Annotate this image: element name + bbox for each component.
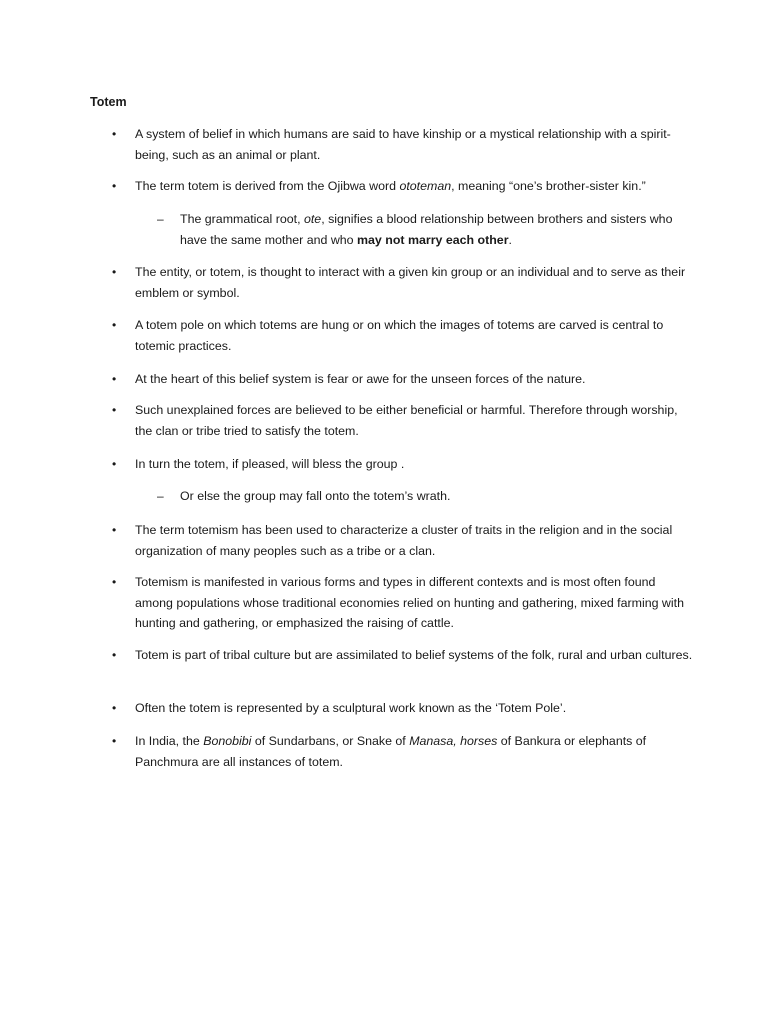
- list-item-text: [135, 731, 695, 772]
- text-run: The grammatical root,: [180, 212, 304, 226]
- bullet-marker: •: [112, 575, 117, 589]
- list-item-text: [135, 454, 695, 475]
- list-item-text: [180, 486, 680, 507]
- list-item-text: [135, 572, 695, 634]
- list-item-text: [135, 124, 695, 165]
- italic-text: Bonobibi: [203, 734, 252, 748]
- text-run: .: [508, 232, 512, 247]
- bullet-marker: •: [112, 372, 117, 386]
- text-run: A totem pole on which totems are hung or on which the images of totems are carved is central to totemic practices.: [135, 318, 664, 353]
- dash-marker: –: [157, 489, 164, 503]
- text-run: of Sundarbans, or Snake of: [251, 734, 410, 748]
- bullet-marker: •: [112, 523, 117, 537]
- bullet-marker: •: [112, 701, 117, 715]
- list-item-text: [135, 262, 695, 303]
- italic-text: ote: [303, 212, 322, 226]
- bullet-marker: •: [112, 318, 117, 332]
- bold-text: may not marry each other: [357, 232, 509, 247]
- text-run: Or else the group may fall onto the totem’s wrath.: [180, 489, 451, 503]
- list-item-text: [135, 176, 695, 197]
- bullet-marker: •: [112, 179, 117, 193]
- bullet-marker: •: [112, 457, 117, 471]
- list-item-text: [135, 400, 695, 441]
- bullet-marker: •: [112, 648, 117, 662]
- text-run: In turn the totem, if pleased, will bless the group .: [135, 457, 405, 471]
- bullet-marker: •: [112, 734, 117, 748]
- text-run: In India, the: [135, 734, 204, 748]
- text-run: At the heart of this belief system is fear or awe for the unseen forces of the nature.: [135, 372, 586, 386]
- text-run: Such unexplained forces are believed to be either beneficial or harmful. Therefore through worship, the clan or tribe tried to satisfy the totem.: [135, 403, 678, 438]
- text-run: The term totemism has been used to characterize a cluster of traits in the religion and in the social organization of many peoples such as a tribe or a clan.: [135, 523, 673, 558]
- list-item-text: [135, 369, 695, 390]
- italic-text: ototeman: [399, 179, 452, 193]
- list-item-text: [135, 520, 695, 561]
- text-run: , meaning “one’s brother-sister kin.”: [451, 179, 646, 193]
- text-run: , signifies a blood relationship between brothers and sisters who have the same mother and who: [180, 212, 673, 247]
- bullet-marker: •: [112, 127, 117, 141]
- bullet-marker: •: [112, 403, 117, 417]
- list-item-text: [135, 698, 695, 719]
- italic-text: Manasa, horses: [409, 734, 498, 748]
- text-run: The term totem is derived from the Ojibwa word: [135, 179, 400, 193]
- document-title: Totem: [90, 95, 127, 109]
- list-item-text: [135, 315, 695, 356]
- list-item-text: [180, 209, 680, 250]
- text-run: Totemism is manifested in various forms and types in different contexts and is most often found among populations whose traditional economies relied on hunting and gathering, mixed farming with hunting and gathering, or emphasized the raising of cattle.: [135, 575, 684, 631]
- text-run: Often the totem is represented by a sculptural work known as the ‘Totem Pole’.: [135, 701, 567, 715]
- text-run: A system of belief in which humans are said to have kinship or a mystical relationship with a spirit-being, such as an animal or plant.: [135, 127, 671, 162]
- text-run: The entity, or totem, is thought to interact with a given kin group or an individual and to serve as their emblem or symbol.: [135, 265, 686, 300]
- text-run: Totem is part of tribal culture but are assimilated to belief systems of the folk, rural and urban cultures.: [135, 648, 693, 662]
- list-item-text: [135, 645, 695, 666]
- bullet-marker: •: [112, 265, 117, 279]
- dash-marker: –: [157, 212, 164, 226]
- text-run: of Bankura or elephants of Panchmura are all instances of totem.: [135, 734, 647, 769]
